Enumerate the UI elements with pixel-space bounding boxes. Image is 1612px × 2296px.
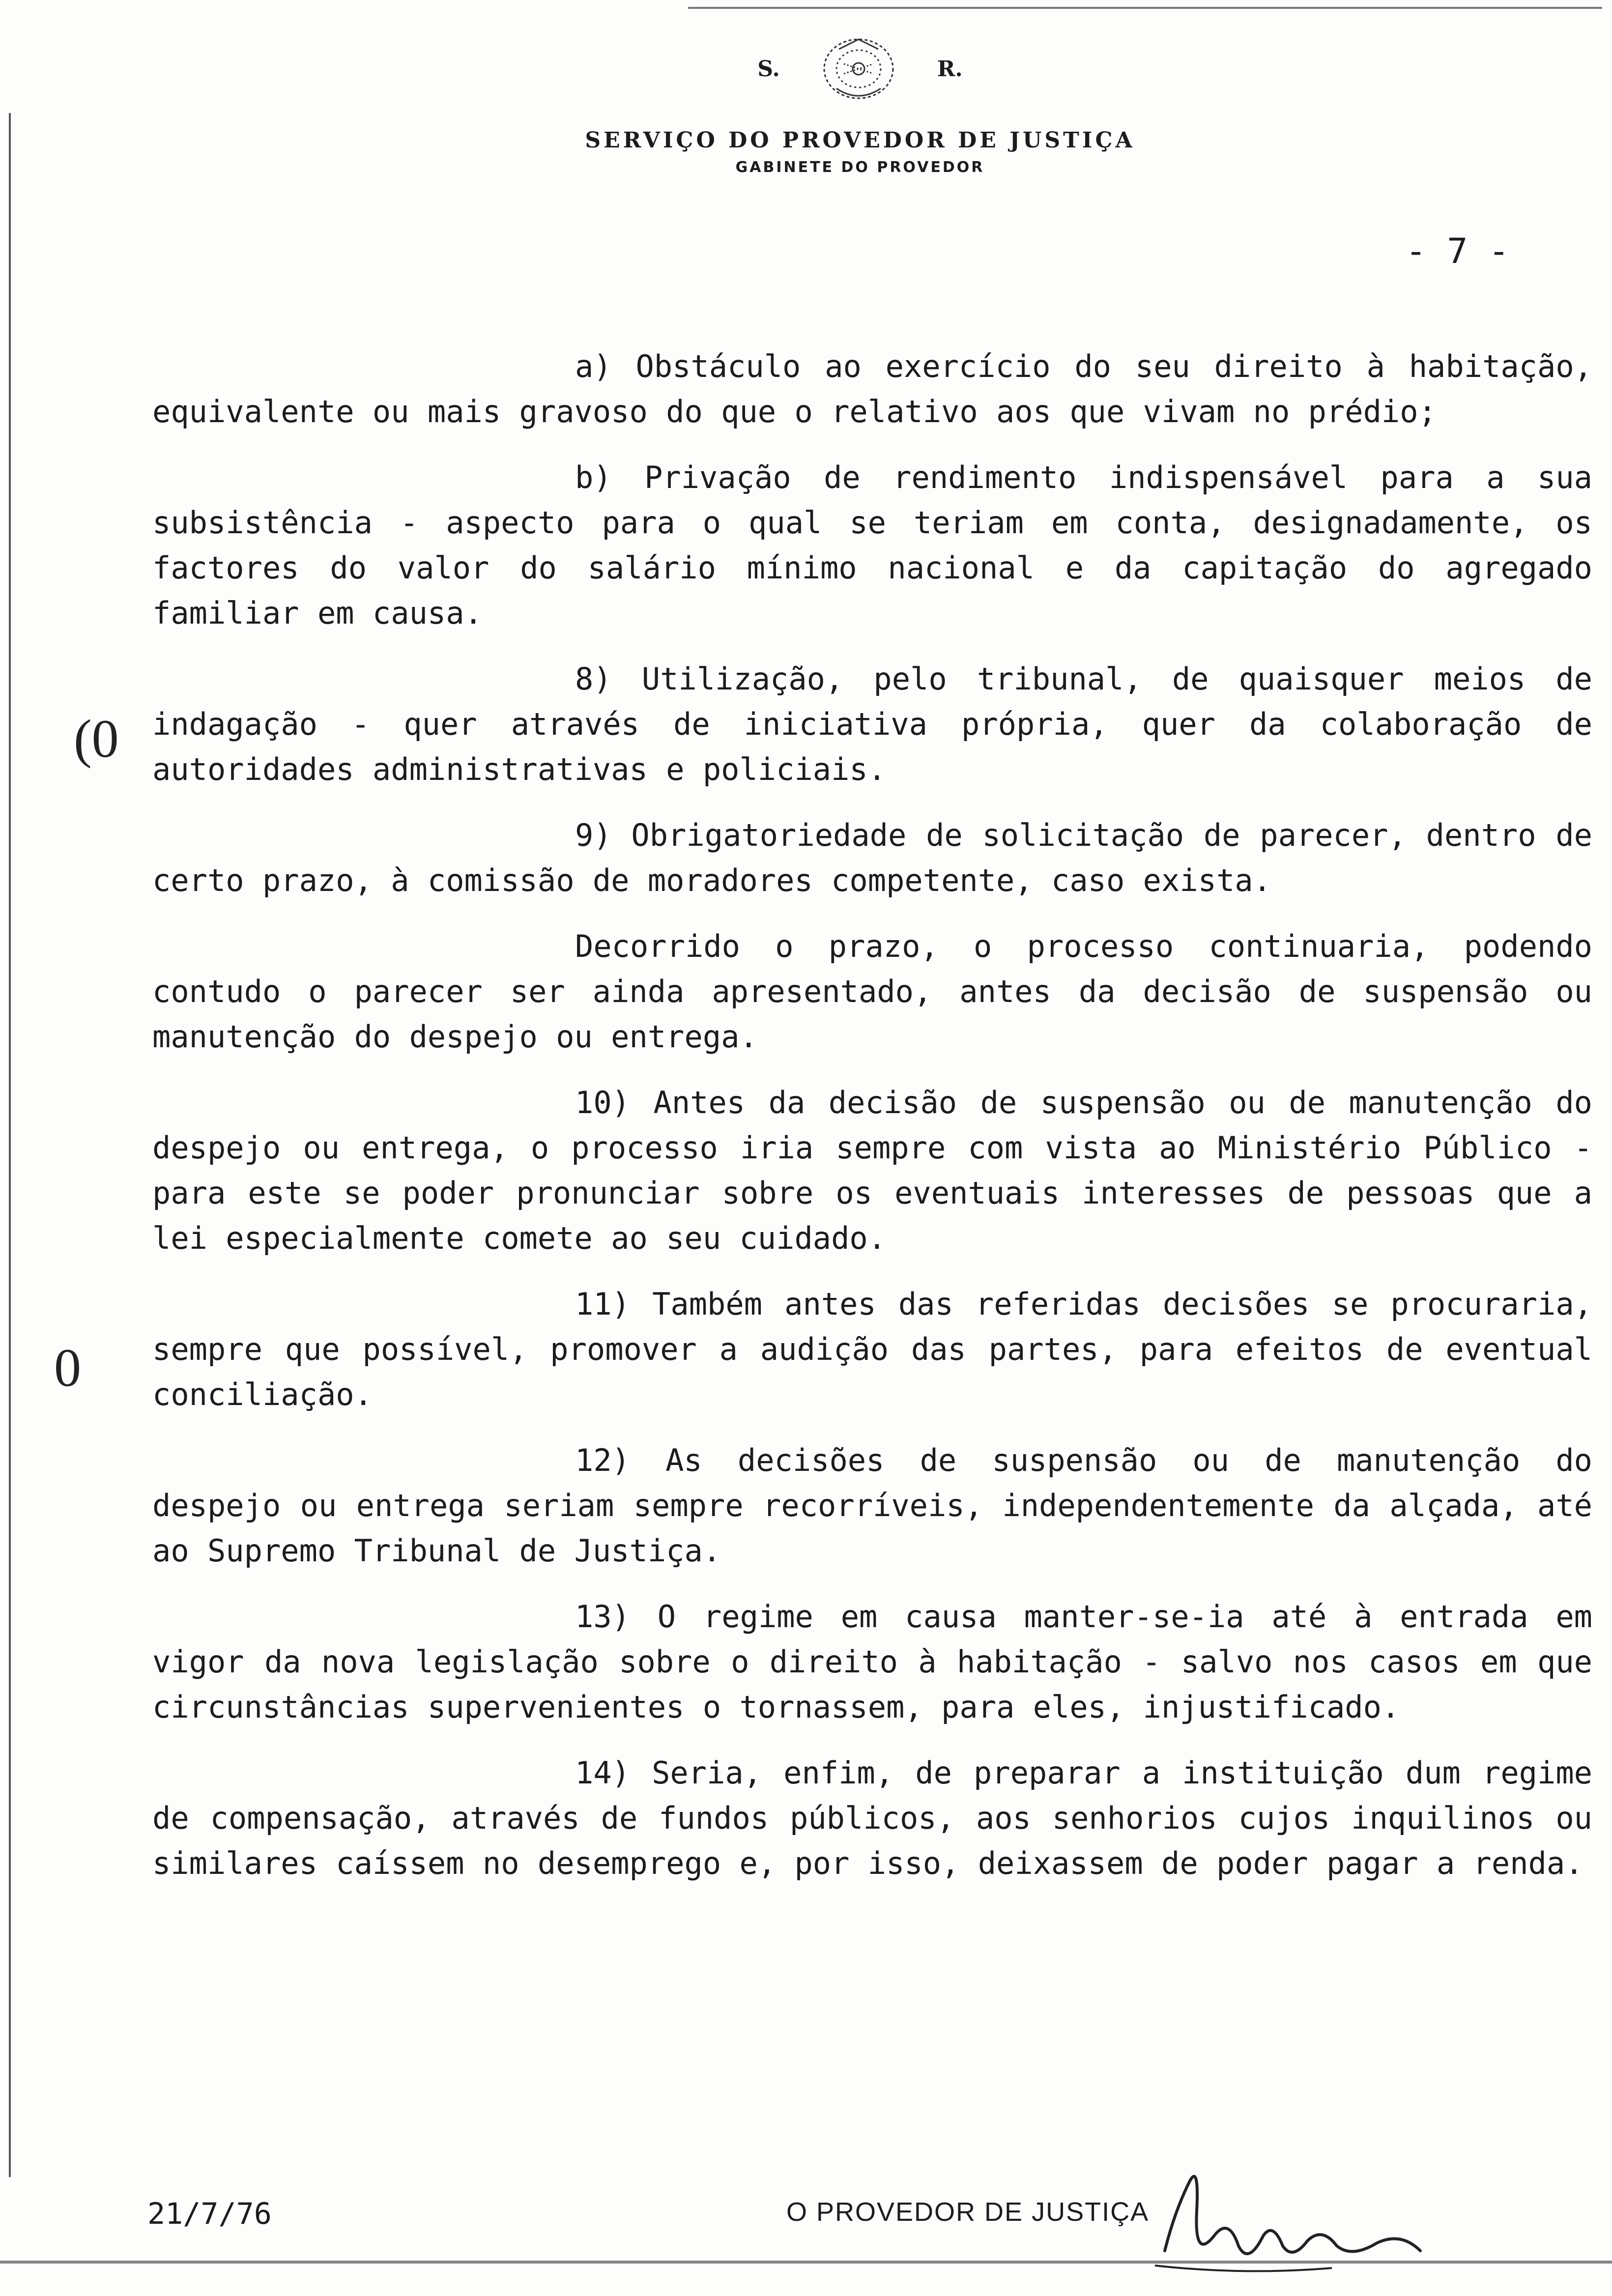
margin-annotation-bottom: 0 — [54, 1338, 81, 1398]
paragraph-a: a) Obstáculo ao exercício do seu direito à habitação, equivalente ou mais gravoso do que o relativo aos que vivam no prédio; — [152, 348, 1592, 430]
paragraph-9: 9) Obrigatoriedade de solicitação de parecer, dentro de certo prazo, à comissão de moradores competente, caso exista. — [152, 817, 1592, 898]
footer-signatory-title: O PROVEDOR DE JUSTIÇA — [786, 2197, 1150, 2227]
paragraph-8: 8) Utilização, pelo tribunal, de quaisquer meios de indagação - quer através de iniciativa própria, quer da colaboração de autoridades administrativas e policiais. — [152, 661, 1592, 787]
footer-date: 21/7/76 — [147, 2197, 272, 2231]
organization-name: SERVIÇO DO PROVEDOR DE JUSTIÇA — [585, 128, 1135, 153]
letterhead — [541, 29, 1180, 176]
paragraph-11: 11) Também antes das referidas decisões se procuraria, sempre que possível, promover a audição das partes, para efeitos de eventual conciliação. — [152, 1286, 1592, 1412]
paragraph-14: 14) Seria, enfim, de preparar a instituição dum regime de compensação, através de fundos públicos, aos senhorios cujos inquilinos ou similares caíssem no desemprego e, por isso, deixassem de poder pagar a renda. — [152, 1755, 1592, 1881]
seal-left-letter: S. — [757, 56, 780, 82]
left-margin-rule — [9, 113, 11, 2177]
document-body — [152, 344, 1592, 1907]
seal-right-letter: R. — [937, 56, 963, 82]
paragraph-12: 12) As decisões de suspensão ou de manutenção do despejo ou entrega seriam sempre recorríveis, independentemente da alçada, até ao Supremo Tribunal de Justiça. — [152, 1442, 1592, 1569]
paragraph-9-continuation: Decorrido o prazo, o processo continuaria, podendo contudo o parecer ser ainda apresentado, antes da decisão de suspensão ou manutenção do despejo ou entrega. — [152, 928, 1592, 1055]
page-number: - 7 - — [1406, 231, 1509, 271]
seal-row — [541, 29, 1180, 108]
paragraph-10: 10) Antes da decisão de suspensão ou de manutenção do despejo ou entrega, o processo iria sempre com vista ao Ministério Público - para este se poder pronunciar sobre os eventuais interesses de pessoas que a lei especialmente comete ao seu cuidado. — [152, 1085, 1592, 1256]
bottom-edge-rule — [0, 2261, 1612, 2264]
cabinet-name: GABINETE DO PROVEDOR — [735, 159, 985, 176]
coat-of-arms-seal-icon — [809, 29, 908, 108]
paragraph-13: 13) O regime em causa manter-se-ia até à entrada em vigor da nova legislação sobre o direito à habitação - salvo nos casos em que circunstâncias supervenientes o tornassem, para eles, injustificado. — [152, 1599, 1592, 1725]
paragraph-b: b) Privação de rendimento indispensável para a sua subsistência - aspecto para o qual se teriam em conta, designadamente, os factores do valor do salário mínimo nacional e da capitação do agregado familiar em causa. — [152, 459, 1592, 631]
top-edge-rule — [688, 7, 1602, 9]
margin-annotation-top: (0 — [74, 709, 119, 769]
